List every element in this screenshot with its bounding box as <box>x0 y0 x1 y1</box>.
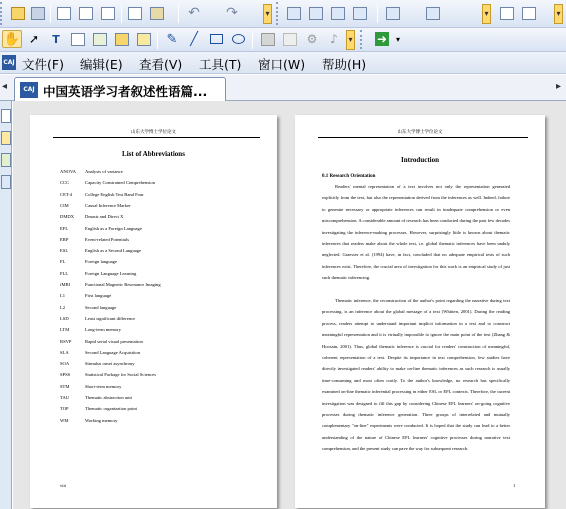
rotate-dropdown-button[interactable] <box>423 4 443 22</box>
fit-width-icon <box>522 7 536 20</box>
rectangle-icon <box>210 34 223 44</box>
line-tool-button[interactable] <box>184 30 204 48</box>
menu-help[interactable]: 帮助(H) <box>322 57 367 72</box>
rectangle-tool-button[interactable] <box>206 30 226 48</box>
menu-file[interactable]: 文件(F) <box>22 57 64 72</box>
properties-button[interactable] <box>98 4 118 22</box>
abbreviation-code: fMRI <box>60 282 71 287</box>
menu-tools[interactable]: 工具(T) <box>199 57 242 72</box>
crop-icon <box>283 33 297 46</box>
abbreviation-description: Short-term memory <box>85 383 122 389</box>
abbreviation-description: Causal Inference Marker <box>85 202 131 208</box>
fit-page-button[interactable] <box>497 4 517 22</box>
abbreviation-code: L2 <box>60 304 66 310</box>
settings-tool-button[interactable] <box>302 30 322 48</box>
page-right <box>295 115 545 508</box>
abbreviation-description: Foreign Language Learning <box>85 270 137 276</box>
abbreviation-code: SOA <box>60 361 70 367</box>
menu-view[interactable]: 查看(V) <box>139 57 183 72</box>
tools-toolbar <box>0 28 566 52</box>
single-page-view-button[interactable] <box>284 4 304 22</box>
abbreviation-code: TOP <box>60 406 69 412</box>
tab-scroll-right-icon[interactable]: ▸ <box>556 81 562 92</box>
abbreviation-description: Second Language Acquisition <box>85 349 141 355</box>
fit-page-icon <box>500 7 514 20</box>
toolbar-separator <box>121 5 122 23</box>
facing-pages-icon <box>331 7 345 20</box>
abbreviation-code: ESL <box>60 248 69 254</box>
abbreviation-description: Thematic abstraction unit <box>85 395 132 400</box>
tab-scroll-left-icon[interactable]: ◂ <box>2 81 8 92</box>
abbreviation-code: L1 <box>60 293 66 299</box>
print-preview-button[interactable] <box>76 4 96 22</box>
abbreviation-description: College English Test Band Four <box>85 191 144 197</box>
chapter-title: Introduction <box>401 156 439 164</box>
ellipse-icon <box>232 34 245 44</box>
audio-tool-button[interactable] <box>324 30 344 48</box>
toolbar-separator <box>252 31 253 49</box>
gear-icon: ⚙ <box>306 32 318 46</box>
search-panel-icon[interactable] <box>1 175 11 189</box>
abbreviation-description: English as a Foreign Language <box>85 225 142 231</box>
toolbar-overflow-button[interactable]: ▾ <box>346 30 355 50</box>
crop-tool-button[interactable] <box>280 30 300 48</box>
abbreviation-code: EFL <box>60 225 69 231</box>
abbreviation-description: Dmastr and Direct X <box>85 214 124 220</box>
document-tab-bar <box>0 75 566 101</box>
zoom-dropdown-button[interactable] <box>383 4 403 22</box>
abbreviation-description: Thematic organization point <box>85 406 137 412</box>
fit-width-button[interactable] <box>519 4 539 22</box>
chevron-down-icon[interactable]: ▾ <box>396 35 401 44</box>
toolbar-separator <box>178 5 179 23</box>
zoom-icon <box>386 7 400 20</box>
open-folder-button[interactable] <box>8 4 28 22</box>
print-button[interactable] <box>54 4 74 22</box>
print-icon <box>57 7 71 20</box>
toolbar-separator <box>377 5 378 23</box>
abbreviation-description: English as a Second Language <box>85 248 142 254</box>
text-select-button[interactable] <box>46 30 66 48</box>
go-button[interactable] <box>372 30 392 48</box>
print-preview-icon <box>79 7 93 20</box>
snapshot-button[interactable] <box>68 30 88 48</box>
abbreviation-code: WM <box>60 417 69 423</box>
hand-tool-button[interactable] <box>2 30 22 48</box>
page-left <box>30 115 277 508</box>
app-icon[interactable]: CAJ <box>2 55 16 70</box>
image-select-button[interactable] <box>90 30 110 48</box>
line-icon: ╱ <box>190 31 198 47</box>
abbreviation-description: First language <box>85 293 112 299</box>
save-button[interactable] <box>28 4 48 22</box>
header-rule <box>53 137 260 138</box>
abbreviation-code: SLA <box>60 349 69 355</box>
toolbar-overflow-button[interactable]: ▾ <box>263 4 272 24</box>
highlight-button[interactable] <box>112 30 132 48</box>
header-rule <box>318 137 528 138</box>
body-paragraph-2 <box>322 295 510 455</box>
music-note-icon: ♪ <box>330 32 338 46</box>
abbreviation-code: LSD <box>60 315 69 321</box>
pencil-annotate-icon[interactable] <box>1 131 11 145</box>
abbreviation-description: Functional Magnetic Resonance Imaging <box>85 282 161 287</box>
copy-button[interactable] <box>125 4 145 22</box>
document-viewer[interactable] <box>13 101 566 509</box>
save-icon <box>31 7 45 20</box>
page-number: viii <box>60 483 67 488</box>
note-icon <box>137 33 151 46</box>
hand-icon: ✋ <box>3 31 21 47</box>
menu-edit[interactable]: 编辑(E) <box>80 57 123 72</box>
facing-view-button[interactable] <box>328 4 348 22</box>
toolbar-separator <box>157 31 158 49</box>
abbreviation-description: Long-term memory <box>85 327 122 333</box>
abbreviation-code: RSVP <box>60 338 72 344</box>
thumbnail-icon[interactable] <box>1 153 11 167</box>
toolbar-separator <box>50 5 51 23</box>
toolbar-overflow-button[interactable]: ▾ <box>554 4 563 24</box>
abbreviation-code: FLL <box>60 270 69 276</box>
paragraph-text: Readers' mental representation of a text involves not only the representation generated explicitly from the text, but also the representation derived from the inferences as well. Indeed, failure to generate necessary or appropriate inferences can result in inadequate comprehension or even miscomprehension. A considerable amount of research has been conducted during the past few decades investigating the inference-making processes. However, surprisingly little is known about thematic inferences that readers make about the whole text, i.e. global thematic inferences have been unduly neglected. Graesser et al. (1994) have, in fact, concluded that no adequate empirical tests of such inferences exist. Therefore, the crucial area of investigation for this work is an empirical study of just such thematic inferencing. <box>322 184 510 281</box>
pencil-tool-button[interactable] <box>162 30 182 48</box>
document-icon <box>101 7 115 20</box>
undo-icon: ↶ <box>188 5 200 21</box>
page-number: 1 <box>513 483 516 488</box>
body-paragraph-1 <box>322 181 510 284</box>
cursor-icon: ➚ <box>28 32 40 46</box>
abbreviation-description: Event-related Potentials <box>85 236 130 242</box>
folder-icon <box>11 7 25 20</box>
link-icon <box>261 33 275 46</box>
link-tool-button[interactable] <box>258 30 278 48</box>
arrow-right-icon: ➜ <box>376 32 388 46</box>
abbreviation-code: DMDX <box>60 214 75 220</box>
bookmark-icon[interactable] <box>1 109 11 123</box>
rotate-icon <box>426 7 440 20</box>
paste-button[interactable] <box>147 4 167 22</box>
document-icon: CAJ <box>20 82 38 98</box>
single-page-icon <box>287 7 301 20</box>
paste-icon <box>150 7 164 20</box>
menu-window[interactable]: 窗口(W) <box>258 57 306 72</box>
menu-bar <box>0 52 566 74</box>
note-button[interactable] <box>134 30 154 48</box>
running-head: 山东大学博士学位论文 <box>397 129 443 134</box>
abbreviation-code: CIM <box>60 202 69 208</box>
abbreviation-description: Working memory <box>85 417 118 423</box>
toolbar-grip[interactable] <box>276 2 282 25</box>
abbreviation-description: Capacity Constrained Comprehension <box>85 180 155 186</box>
paragraph-text: Thematic inference, the reconstruction of the author's point regarding the narrative during text processing, is an inference about the global message of a text (Whitten, 2001). During the reading process, readers attempt to understand important implicit information in a text and to construct meaningful representation and it is virtually impossible to ignore the main point of the text (Zhang & Hoosain, 2001). Thus, global thematic inference is crucial for readers' construction of meaningful, coherent representation of a text. Despite its importance in text comprehension, few studies have directly investigated readers' ability to make on-line thematic inferences as such research is usually time-consuming and most often costly. To the author's knowledge, no research has specifically examined on-line thematic inferential processing in either ESL or EFL contexts. Therefore, the current investigation was designed to fill this gap by considering Chinese EFL learners' on-going cognitive processes during thematic inference generation. Three groups of interrelated and mutually complementary "on-line" experiments were conducted. It is hoped that the study can lead to a better understanding of the nature of Chinese EFL learners' cognitive processes during narrative text comprehension, and the present study can pave the way for subsequent research. <box>322 298 510 452</box>
copy-icon <box>128 7 142 20</box>
toolbar-grip[interactable] <box>0 2 6 25</box>
abbreviation-description: Statistical Package for Social Sciences <box>85 372 156 378</box>
running-head: 山东大学博士学位论文 <box>131 129 176 134</box>
abbreviation-description: Rapid serial visual presentation <box>85 338 143 344</box>
abbreviation-code: LTM <box>60 327 70 333</box>
abbreviation-description: Least significant difference <box>85 315 136 321</box>
tab-document-label: 中国英语学习者叙述性语篇... <box>43 84 208 99</box>
ellipse-tool-button[interactable] <box>228 30 248 48</box>
toolbar-grip[interactable] <box>360 30 366 49</box>
continuous-view-button[interactable] <box>306 4 326 22</box>
continuous-page-icon <box>309 7 323 20</box>
toolbar-overflow-button[interactable]: ▾ <box>482 4 491 24</box>
text-select-icon: T <box>52 32 60 46</box>
abbreviations-title: List of Abbreviations <box>122 150 185 158</box>
tab-document[interactable] <box>14 77 226 101</box>
abbreviation-code: STM <box>60 383 70 389</box>
pencil-icon: ✎ <box>166 31 178 47</box>
continuous-facing-icon <box>353 7 367 20</box>
redo-icon: ↷ <box>226 5 238 21</box>
abbreviation-code: ERP <box>60 236 69 242</box>
section-heading: 0.1 Research Orientation <box>322 174 376 179</box>
abbreviation-code: CET-4 <box>60 191 73 197</box>
abbreviation-code: ANOVA <box>60 169 76 174</box>
main-toolbar <box>0 0 566 28</box>
redo-button[interactable] <box>222 4 242 22</box>
snapshot-icon <box>71 33 85 46</box>
highlighter-icon <box>115 33 129 46</box>
abbreviation-description: Stimulus onset asynchrony <box>85 361 135 367</box>
abbreviation-description: Second language <box>85 304 117 310</box>
abbreviation-code: TAU <box>60 395 70 400</box>
continuous-facing-view-button[interactable] <box>350 4 370 22</box>
abbreviation-description: Foreign language <box>85 259 118 265</box>
image-select-icon <box>93 33 107 46</box>
select-tool-button[interactable] <box>24 30 44 48</box>
abbreviation-code: SPSS <box>60 372 71 378</box>
abbreviation-description: Analysis of variance <box>85 169 123 174</box>
abbreviation-code: CCC <box>60 180 70 186</box>
side-panel <box>0 101 12 509</box>
abbreviation-code: FL <box>60 259 66 265</box>
undo-button[interactable] <box>184 4 204 22</box>
